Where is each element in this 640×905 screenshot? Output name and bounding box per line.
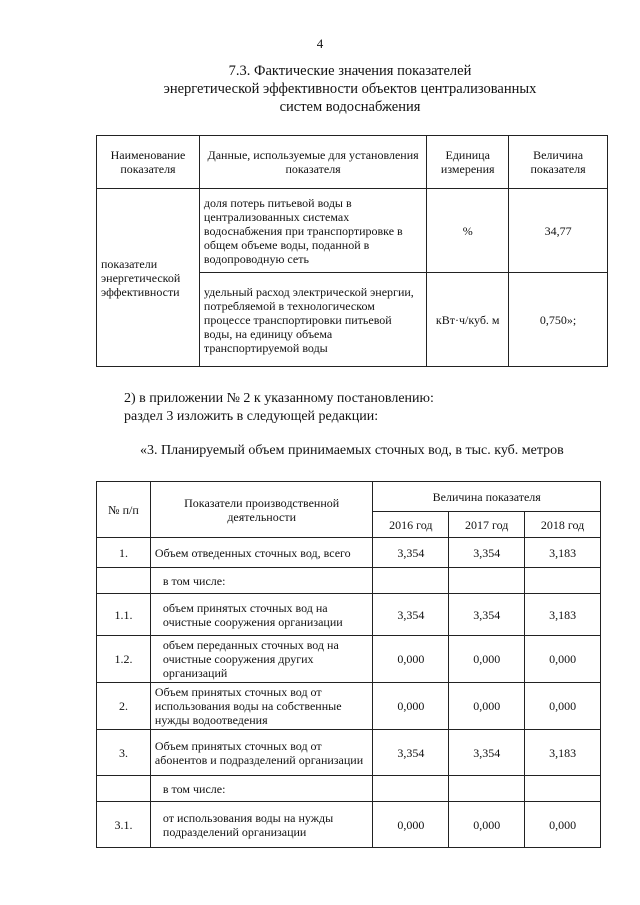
- row-data-cell: доля потерь питьевой воды в централизованных системах водоснабжения при транспортировке в общем объеме воды, поданной в водопроводную сеть: [199, 189, 426, 273]
- row-value: 0,000: [449, 802, 525, 848]
- row-value-cell: 0,750»;: [509, 273, 608, 367]
- row-value: 0,000: [373, 802, 449, 848]
- heading-line-3: систем водоснабжения: [279, 99, 421, 115]
- paragraph-line-2: раздел 3 изложить в следующей редакции:: [124, 409, 379, 424]
- heading-line-2: энергетической эффективности объектов централизованных: [163, 81, 537, 97]
- header-year: 2017 год: [449, 512, 525, 538]
- header-year: 2016 год: [373, 512, 449, 538]
- header-value: Величина показателя: [509, 136, 608, 189]
- row-name: в том числе:: [150, 776, 373, 802]
- row-value: 3,354: [449, 730, 525, 776]
- row-value-cell: 34,77: [509, 189, 608, 273]
- table-row: [97, 730, 601, 776]
- heading-line-1: 7.3. Фактические значения показателей: [228, 63, 472, 79]
- row-name: в том числе:: [150, 568, 373, 594]
- row-value: 3,183: [525, 730, 601, 776]
- row-value: 3,354: [449, 538, 525, 568]
- header-indicators: Показатели производственной деятельности: [150, 482, 373, 538]
- row-number: [97, 776, 151, 802]
- row-data-cell: удельный расход электрической энергии, потребляемой в технологическом процессе транспортировки питьевой воды, на единицу объема транспортируемой воды: [199, 273, 426, 367]
- page-number: 4: [316, 36, 324, 51]
- row-unit-cell: кВт·ч/куб. м: [427, 273, 509, 367]
- row-value: [449, 776, 525, 802]
- header-year: 2018 год: [525, 512, 601, 538]
- row-value: 0,000: [449, 683, 525, 730]
- row-number: [97, 568, 151, 594]
- row-value: 3,354: [373, 730, 449, 776]
- row-number: 1.1.: [97, 594, 151, 636]
- row-value: [449, 568, 525, 594]
- section-heading: [140, 62, 560, 116]
- row-value: 3,354: [449, 594, 525, 636]
- row-value: 3,354: [373, 538, 449, 568]
- table-row: [97, 802, 601, 848]
- row-number: 2.: [97, 683, 151, 730]
- row-number: 3.: [97, 730, 151, 776]
- header-indicator-name: Наименование показателя: [97, 136, 200, 189]
- row-value: [373, 568, 449, 594]
- row-value: 3,354: [373, 594, 449, 636]
- row-value: 0,000: [373, 636, 449, 683]
- row-value: 0,000: [449, 636, 525, 683]
- row-value: [373, 776, 449, 802]
- row-number: 1.2.: [97, 636, 151, 683]
- row-name: объем принятых сточных вод на очистные сооружения организации: [150, 594, 373, 636]
- row-name: Объем отведенных сточных вод, всего: [150, 538, 373, 568]
- table-row: [97, 636, 601, 683]
- row-name: Объем принятых сточных вод от использования воды на собственные нужды водоотведения: [150, 683, 373, 730]
- table-row: [97, 776, 601, 802]
- row-value: 3,183: [525, 594, 601, 636]
- header-row-number: № п/п: [97, 482, 151, 538]
- row-value: 0,000: [525, 802, 601, 848]
- table-row: [97, 683, 601, 730]
- row-name: от использования воды на нужды подразделений организации: [150, 802, 373, 848]
- wastewater-volume-table: [96, 481, 601, 848]
- row-value: [525, 568, 601, 594]
- row-value: 0,000: [525, 636, 601, 683]
- row-name: объем переданных сточных вод на очистные сооружения других организаций: [150, 636, 373, 683]
- row-value: 0,000: [373, 683, 449, 730]
- row-number: 3.1.: [97, 802, 151, 848]
- row-value: 0,000: [525, 683, 601, 730]
- row-value: [525, 776, 601, 802]
- paragraph-line-1: 2) в приложении № 2 к указанному постановлению:: [124, 391, 434, 406]
- row-name: Объем принятых сточных вод от абонентов и подразделений организации: [150, 730, 373, 776]
- section-title: «3. Планируемый объем принимаемых сточных вод, в тыс. куб. метров: [140, 443, 564, 458]
- row-value: 3,183: [525, 538, 601, 568]
- header-data-used: Данные, используемые для установления показателя: [199, 136, 426, 189]
- group-name-cell: показатели энергетической эффективности: [97, 189, 200, 367]
- header-unit: Единица измерения: [427, 136, 509, 189]
- row-unit-cell: %: [427, 189, 509, 273]
- energy-efficiency-table: [96, 135, 608, 367]
- row-number: 1.: [97, 538, 151, 568]
- table-row: [97, 568, 601, 594]
- table-row: [97, 538, 601, 568]
- table-row: [97, 594, 601, 636]
- header-indicator-value: Величина показателя: [373, 482, 601, 512]
